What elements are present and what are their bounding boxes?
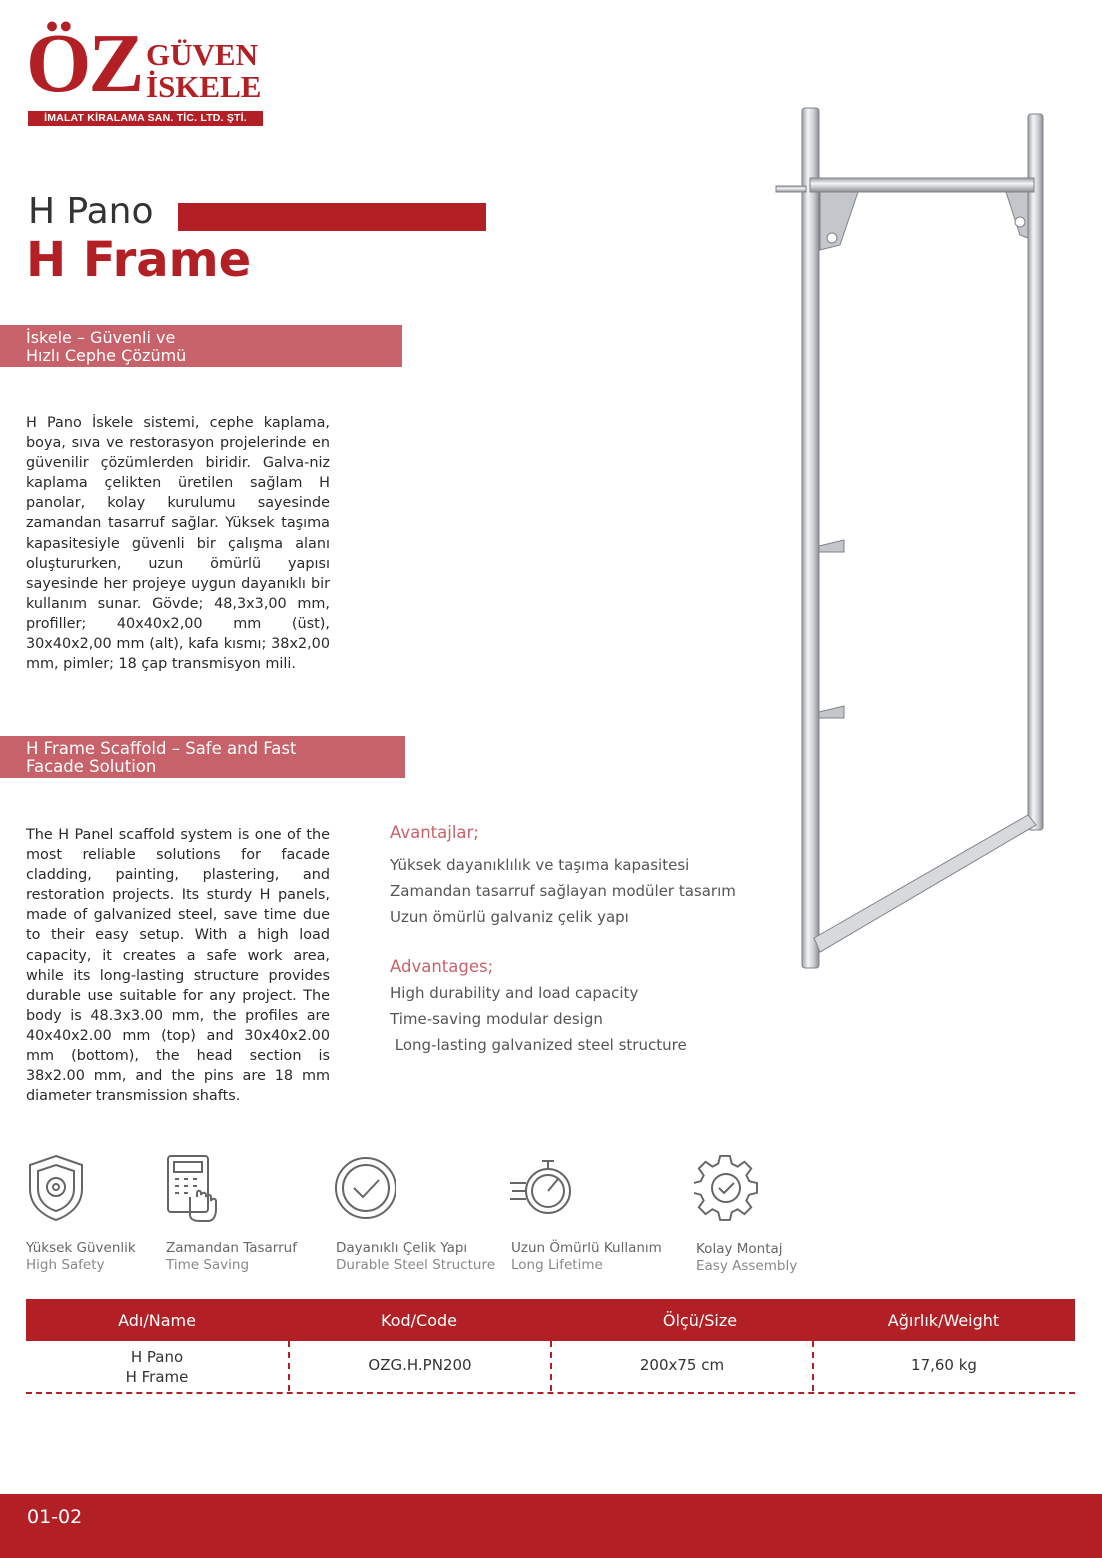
advantages-en-item: Long-lasting galvanized steel structure bbox=[390, 1036, 687, 1054]
table-divider bbox=[812, 1341, 814, 1391]
table-header bbox=[26, 1299, 1075, 1341]
advantages-en-heading: Advantages; bbox=[390, 957, 494, 976]
feature-label-tr: Zamandan Tasarruf bbox=[166, 1240, 297, 1256]
table-cell-name-en: H Frame bbox=[125, 1368, 189, 1386]
advantages-tr-heading: Avantajlar; bbox=[390, 823, 479, 842]
table-cell-size: 200x75 cm bbox=[639, 1356, 725, 1374]
feature-label-en: Long Lifetime bbox=[511, 1257, 603, 1273]
advantages-en-item: Time-saving modular design bbox=[390, 1010, 603, 1028]
shield-icon bbox=[24, 1153, 88, 1223]
check-circle-icon bbox=[332, 1153, 396, 1223]
advantages-tr-item: Uzun ömürlü galvaniz çelik yapı bbox=[390, 908, 629, 926]
advantages-tr-item: Zamandan tasarruf sağlayan modüler tasarım bbox=[390, 882, 736, 900]
section-tr-heading bbox=[0, 325, 402, 367]
table-header-name: Adı/Name bbox=[118, 1311, 196, 1330]
feature-label-tr: Yüksek Güvenlik bbox=[26, 1240, 136, 1256]
section-tr-heading-line1: İskele – Güvenli ve bbox=[26, 328, 176, 347]
section-en-body: The H Panel scaffold system is one of the most reliable solutions for facade cladding, painting, plastering, and restoration projects. Its sturdy H panels, made of galvanized steel, save time due to their easy setup. With a high load capacity, it creates a safe work area, while its long-lasting structure provides durable use suitable for any project. The body is 48.3x3.00 mm, the profiles are 40x40x2.00 mm (top) and 30x40x2.00 mm (bottom), the head section is 38x2.00 mm, and the pins are 18 mm diameter transmission shafts. bbox=[26, 827, 330, 1105]
calculator-icon bbox=[160, 1153, 224, 1223]
feature-label-en: Durable Steel Structure bbox=[336, 1257, 496, 1273]
table-header-size: Ölçü/Size bbox=[662, 1311, 738, 1330]
feature-label-tr: Kolay Montaj bbox=[696, 1241, 783, 1257]
section-en-heading-line1: H Frame Scaffold – Safe and Fast bbox=[26, 739, 297, 758]
logo-company: İMALAT KİRALAMA SAN. TİC. LTD. ŞTİ. bbox=[28, 111, 263, 126]
section-tr-body: H Pano İskele sistemi, cephe kaplama, boya, sıva ve restorasyon projelerinde en güvenilir çözümlerden biridir. Galva-niz kaplama çelikten üretilen sağlam H panolar, kolay kurulumu sayesinde zamandan tasarruf sağlar. Yüksek taşıma kapasitesiyle güvenli bir çalışma alanı oluştururken, uzun ömürlü yapısı sayesinde her projeye uygun dayanıklı bir kullanım sunar. Gövde; 48,3x3,00 mm, profiller; 40x40x2,00 mm (üst), 30x40x2,00 mm (alt), kafa kısmı; 38x2,00 mm, pimler; 18 çap transmisyon mili. bbox=[26, 415, 330, 673]
feature-label-tr: Uzun Ömürlü Kullanım bbox=[511, 1240, 662, 1256]
stopwatch-icon bbox=[508, 1153, 572, 1223]
table-cell-weight: 17,60 kg bbox=[911, 1356, 977, 1374]
title-accent-bar bbox=[178, 203, 486, 231]
advantages-tr-item: Yüksek dayanıklılık ve taşıma kapasitesi bbox=[390, 856, 690, 874]
table-cell-name-tr: H Pano bbox=[130, 1348, 184, 1366]
h-frame-product-image bbox=[770, 100, 1070, 975]
title-tr: H Pano bbox=[28, 191, 154, 232]
gear-check-icon bbox=[694, 1153, 758, 1223]
advantages-en-item: High durability and load capacity bbox=[390, 984, 639, 1002]
section-en-heading-line2: Facade Solution bbox=[26, 757, 157, 776]
page-number: 01-02 bbox=[27, 1506, 83, 1528]
table-bottom-divider bbox=[26, 1392, 1075, 1394]
table-divider bbox=[550, 1341, 552, 1391]
footer-bar bbox=[0, 1494, 1102, 1558]
logo-oz: ÖZ bbox=[26, 17, 142, 110]
feature-label-en: High Safety bbox=[26, 1257, 105, 1273]
table-divider bbox=[288, 1341, 290, 1391]
logo-iskele: İSKELE bbox=[146, 69, 262, 104]
page-title: H Frame bbox=[26, 232, 252, 288]
feature-label-en: Time Saving bbox=[166, 1257, 250, 1273]
table-header-weight: Ağırlık/Weight bbox=[887, 1311, 1000, 1330]
table-cell-code: OZG.H.PN200 bbox=[368, 1356, 472, 1374]
section-en-heading bbox=[0, 736, 405, 778]
table-header-code: Kod/Code bbox=[381, 1311, 457, 1330]
logo-guven: GÜVEN bbox=[146, 37, 258, 72]
feature-label-en: Easy Assembly bbox=[696, 1258, 798, 1274]
section-tr-heading-line2: Hızlı Cephe Çözümü bbox=[26, 346, 187, 365]
feature-label-tr: Dayanıklı Çelik Yapı bbox=[336, 1240, 468, 1256]
